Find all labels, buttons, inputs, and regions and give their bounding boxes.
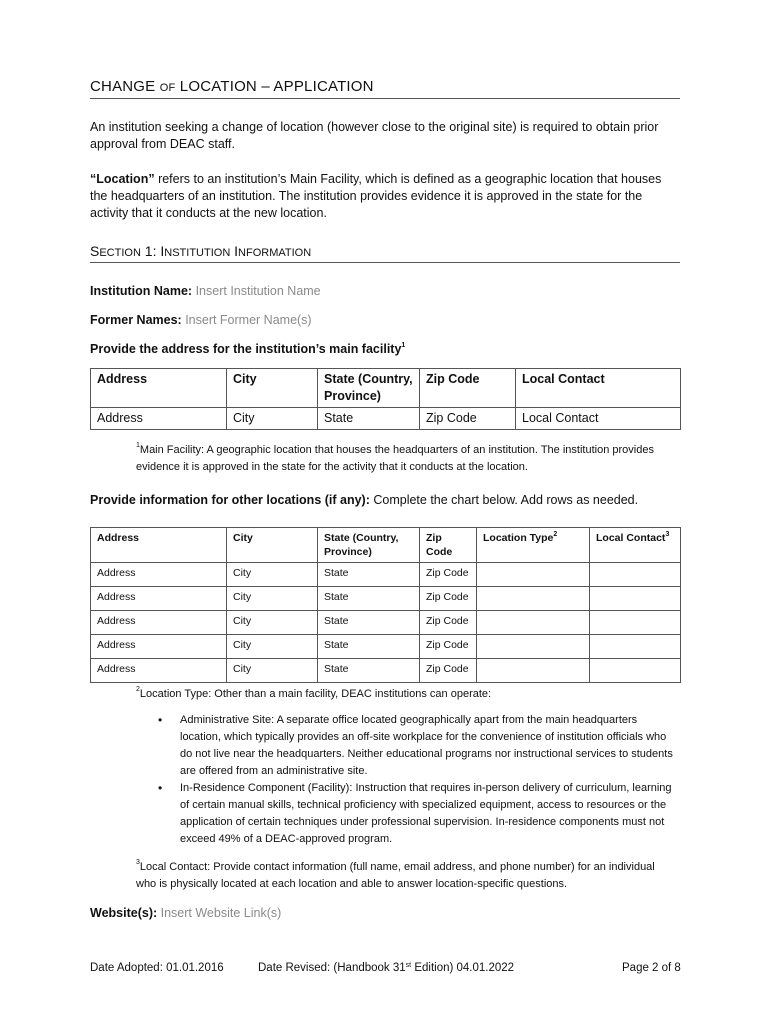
table-header-row	[91, 528, 681, 563]
city-cell[interactable]: City	[227, 611, 318, 635]
institution-name-input[interactable]: Insert Institution Name	[195, 284, 321, 298]
footnote-1: $^1$Main Facility: A geographic location that houses the headquarters of an institution. The institution provides evidence it is approved in the state for the activity that it conducts at the location.	[136, 442, 654, 473]
intro-paragraph: An institution seeking a change of location (however close to the original site) is required to obtain prior approval from DEAC staff.	[90, 120, 659, 151]
main-address-prompt: Provide the address for the institution’s main facility$^1$	[90, 342, 406, 356]
state-cell[interactable]: State	[318, 408, 420, 430]
header-local-contact: Local Contact	[516, 369, 681, 408]
website-field[interactable]: Website(s): Insert Website Link(s)	[90, 906, 282, 920]
table-header-row	[91, 369, 681, 408]
table-row	[91, 587, 681, 611]
table-row	[91, 563, 681, 587]
city-cell[interactable]: City	[227, 635, 318, 659]
location-type-list	[150, 712, 680, 848]
footer-date-revised: Date Revised: (Handbook 31st Edition) 04.01.2022	[258, 962, 515, 974]
state-cell[interactable]: State	[318, 635, 420, 659]
former-names-input[interactable]: Insert Former Name(s)	[185, 313, 312, 327]
header-location-type: Location Type$^2$	[477, 528, 590, 563]
local-contact-cell[interactable]	[590, 659, 681, 683]
page-title: CHANGE OF LOCATION – APPLICATION	[90, 78, 680, 99]
address-cell[interactable]: Address	[91, 611, 227, 635]
zip-cell[interactable]: Zip Code	[420, 611, 477, 635]
footer-date-adopted: Date Adopted: 01.01.2016	[90, 962, 224, 974]
other-locations-table	[90, 527, 681, 683]
location-type-cell[interactable]	[477, 635, 590, 659]
zip-cell[interactable]: Zip Code	[420, 635, 477, 659]
state-cell[interactable]: State	[318, 659, 420, 683]
former-names-field[interactable]: Former Names: Insert Former Name(s)	[90, 313, 312, 327]
location-type-cell[interactable]	[477, 587, 590, 611]
header-state: State (Country, Province)	[318, 528, 420, 563]
table-row	[91, 611, 681, 635]
table-row	[91, 408, 681, 430]
header-city: City	[227, 369, 318, 408]
local-contact-cell[interactable]	[590, 611, 681, 635]
definition-term: “Location”	[90, 172, 155, 186]
table-row	[91, 659, 681, 683]
header-city: City	[227, 528, 318, 563]
state-cell[interactable]: State	[318, 563, 420, 587]
address-cell[interactable]: Address	[91, 563, 227, 587]
address-cell[interactable]: Address	[91, 587, 227, 611]
address-cell[interactable]: Address	[91, 635, 227, 659]
definition-paragraph: “Location” refers to an institution’s Main Facility, which is defined as a geographic location that houses the headquarters of an institution. The institution provides evidence it is approved in the state for the activity that it conducts at the new location.	[90, 172, 662, 220]
header-state: State (Country, Province)	[318, 369, 420, 408]
footer-page-number: Page 2 of 8	[622, 962, 681, 974]
city-cell[interactable]: City	[227, 408, 318, 430]
header-address: Address	[91, 528, 227, 563]
list-item: • In-Residence Component (Facility): Instruction that requires in-person delivery of curriculum, learning of certain manual skills, technical proficiency with specialized equipment, access to resources or the application of certain techniques under professional supervision. In-residence components must not exceed 49% of a DEAC-approved program.	[150, 780, 680, 848]
local-contact-cell[interactable]	[590, 563, 681, 587]
zip-cell[interactable]: Zip Code	[420, 408, 516, 430]
state-cell[interactable]: State	[318, 587, 420, 611]
footnote-3: $^3$Local Contact: Provide contact information (full name, email address, and phone number) for an individual who is physically located at each location and able to answer location-specific questions.	[136, 859, 655, 890]
local-contact-cell[interactable]	[590, 587, 681, 611]
city-cell[interactable]: City	[227, 659, 318, 683]
website-input[interactable]: Insert Website Link(s)	[160, 906, 282, 920]
local-contact-cell[interactable]: Local Contact	[516, 408, 681, 430]
header-zip: Zip Code	[420, 528, 477, 563]
city-cell[interactable]: City	[227, 587, 318, 611]
zip-cell[interactable]: Zip Code	[420, 563, 477, 587]
table-row	[91, 635, 681, 659]
list-item: • Administrative Site: A separate office located geographically apart from the main headquarters location, which typically provides an off-site workplace for the convenience of institution officials who do not live near the headquarters. Neither educational programs nor instructional services to students are offered from an administrative site.	[150, 712, 680, 780]
location-type-cell[interactable]	[477, 611, 590, 635]
header-local-contact: Local Contact$^3$	[590, 528, 681, 563]
zip-cell[interactable]: Zip Code	[420, 587, 477, 611]
state-cell[interactable]: State	[318, 611, 420, 635]
local-contact-cell[interactable]	[590, 635, 681, 659]
footnote-2: $^2$Location Type: Other than a main facility, DEAC institutions can operate:	[136, 686, 492, 700]
zip-cell[interactable]: Zip Code	[420, 659, 477, 683]
address-cell[interactable]: Address	[91, 408, 227, 430]
header-address: Address	[91, 369, 227, 408]
address-cell[interactable]: Address	[91, 659, 227, 683]
location-type-cell[interactable]	[477, 563, 590, 587]
main-facility-table	[90, 368, 681, 430]
section-heading: SECTION 1: INSTITUTION INFORMATION	[90, 243, 680, 263]
header-zip: Zip Code	[420, 369, 516, 408]
location-type-cell[interactable]	[477, 659, 590, 683]
other-locations-prompt: Provide information for other locations (if any): Complete the chart below. Add rows as needed.	[90, 493, 639, 507]
institution-name-field[interactable]: Institution Name: Insert Institution Name	[90, 284, 321, 298]
city-cell[interactable]: City	[227, 563, 318, 587]
